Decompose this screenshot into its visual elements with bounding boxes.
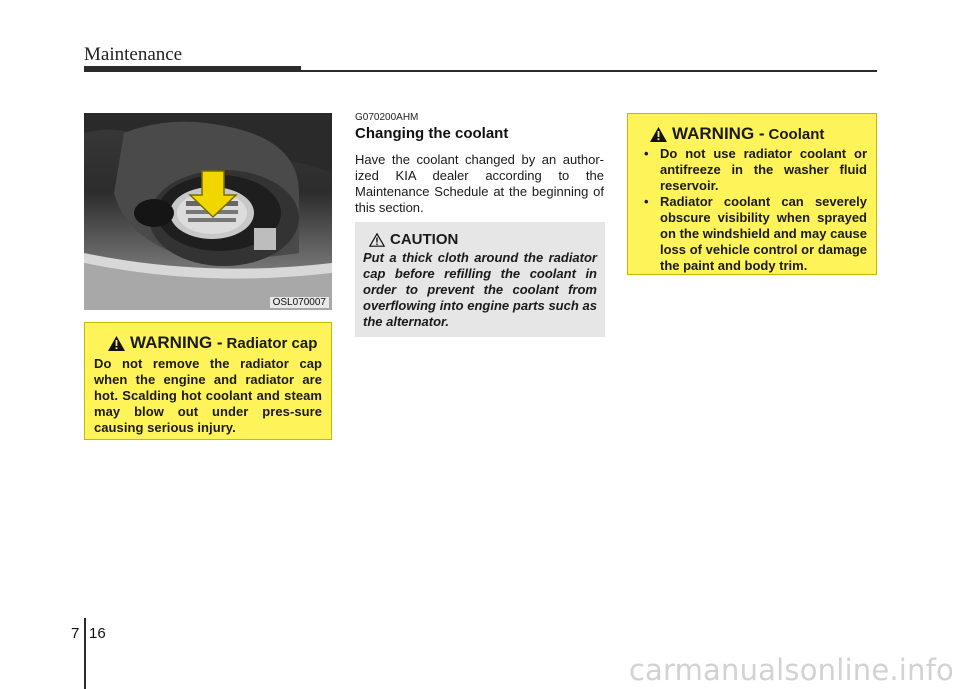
list-item: • Do not use radiator coolant or antifreeze in the washer fluid reservoir.	[644, 146, 867, 193]
warning-label: WARNING -	[130, 333, 223, 352]
page-number: 16	[89, 625, 106, 642]
section-code: G070200AHM	[355, 112, 419, 123]
list-item: • Radiator coolant can severely obscure visibility when sprayed on the windshield and may cause loss of vehicle control or damage the paint and body trim.	[644, 194, 867, 273]
caution-heading	[369, 231, 597, 248]
warning-subject: Coolant	[768, 125, 825, 143]
warning-label: WARNING -	[672, 124, 765, 143]
caution-label: CAUTION	[390, 231, 459, 248]
header-rule	[301, 70, 877, 72]
section-title: Changing the coolant	[355, 125, 509, 142]
photo-code: OSL070007	[270, 297, 329, 308]
warning-subject: Radiator cap	[226, 334, 318, 352]
page-title: Maintenance	[84, 44, 183, 65]
header-bar	[84, 66, 301, 72]
section-body: Have the coolant changed by an author-ized KIA dealer according to the Maintenance Schedule at the beginning of this section.	[355, 152, 604, 215]
chapter-number: 7	[71, 625, 80, 642]
warning-triangle-icon	[108, 336, 125, 351]
radiator-cap-photo	[84, 113, 332, 310]
warning-triangle-icon	[650, 127, 667, 142]
caution-triangle-icon	[369, 233, 385, 247]
page-divider	[84, 618, 86, 689]
caution-box	[355, 222, 605, 337]
warning-bullet-list	[638, 146, 867, 274]
warning-coolant-box	[627, 113, 877, 275]
bullet-text: Radiator coolant can severely obscure visibility when sprayed on the windshield and may cause loss of vehicle control or damage the paint and body trim.	[660, 194, 867, 273]
bullet-text: Do not use radiator coolant or antifreeze in the washer fluid reservoir.	[660, 146, 867, 193]
watermark: carmanualsonline.info	[628, 653, 954, 687]
warning-heading	[108, 333, 322, 353]
caution-text: Put a thick cloth around the radiator cap before refilling the coolant in order to prevent the coolant from overflowing into engine parts such as the alternator.	[363, 250, 597, 329]
warning-text: Do not remove the radiator cap when the engine and radiator are hot. Scalding hot coolant and steam may blow out under pres-sure causing serious injury.	[94, 356, 322, 435]
warning-heading	[650, 124, 867, 144]
radiator-cap-illustration	[84, 113, 332, 310]
warning-radiator-cap-box	[84, 322, 332, 440]
